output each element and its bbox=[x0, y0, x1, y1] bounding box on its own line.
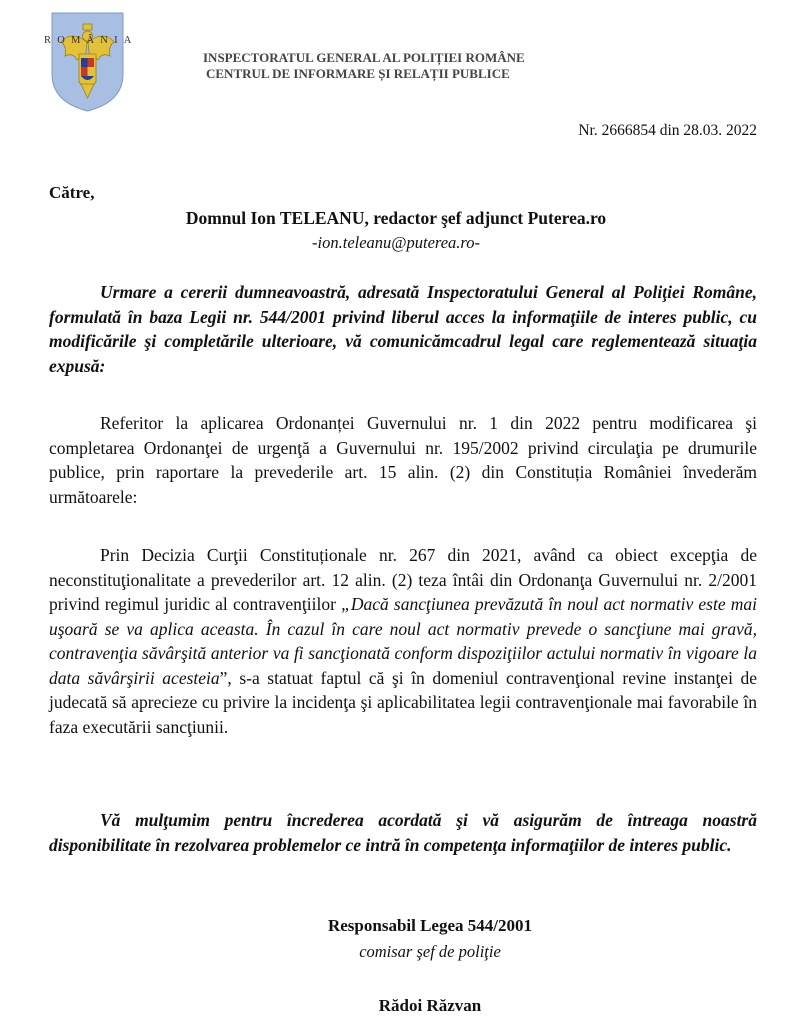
department-name: CENTRUL DE INFORMARE ȘI RELAȚII PUBLICE bbox=[206, 66, 510, 81]
intro-paragraph: Urmare a cererii dumneavoastră, adresată Inspectoratului General al Poliţiei Române, formulată în baza Legii nr. 544/2001 privind liberul acces la informaţiile de interes public, cu modificările şi completările ulterioare, vă comunicămcadrul legal care reglementează situaţia expusă: bbox=[49, 282, 757, 376]
signatory-role: Responsabil Legea 544/2001 bbox=[327, 916, 533, 935]
signatory-rank: comisar şef de poliţie bbox=[359, 942, 501, 961]
document-number: Nr. 2666854 din 28.03. 2022 bbox=[578, 122, 757, 139]
signatory-name: Rădoi Răzvan bbox=[378, 996, 482, 1015]
recipient-email: -ion.teleanu@puterea.ro- bbox=[312, 233, 480, 252]
decision-paragraph bbox=[49, 543, 757, 739]
legal-quote: „Dacă sancţiunea prevăzută în noul act normativ este mai uşoară se va aplica aceasta. În cazul în care noul act normativ prevede o sancţiune mai gravă, contravenţia săvârşită anterior va fi sancţionată conform dispoziţiilor actului normativ în vigoare la data săvârşirii acesteia bbox=[49, 594, 757, 688]
closing-paragraph: Vă mulţumim pentru încrederea acordată şi vă asigurăm de întreaga noastră disponibilitate în rezolvarea problemelor ce intră în competenţa informaţiilor de interes public. bbox=[49, 810, 757, 855]
romania-coat-of-arms-icon bbox=[51, 12, 124, 112]
salutation: Către, bbox=[49, 183, 95, 202]
country-label: ROMÂNIA bbox=[44, 35, 138, 46]
institution-name: INSPECTORATUL GENERAL AL POLIȚIEI ROMÂNE bbox=[203, 50, 525, 65]
decision-text-end: ”, s-a statuat faptul că şi în domeniul contravenţional revine instanţei de judecată să aprecieze cu privire la incidenţa şi aplicabilitatea legii contravenţionale mai favorabile în faza executării sancţiunii. bbox=[49, 667, 757, 737]
recipient-name: Domnul Ion TELEANU, redactor şef adjunct Puterea.ro bbox=[185, 208, 607, 228]
reference-paragraph: Referitor la aplicarea Ordonanței Guvernului nr. 1 din 2022 pentru modificarea şi completarea Ordonanţei de urgenţă a Guvernului nr. 195/2002 privind circulaţia pe drumurile publice, prin raportare la prevederile art. 15 alin. (2) din Constituția României învederăm următoarele: bbox=[49, 413, 757, 507]
decision-text-start: Prin Decizia Curţii Constituționale nr. 267 din 2021, având ca obiect excepţia de neconstituţionalitate a prevederilor art. 12 alin. (2) teza întâi din Ordonanţa Guvernului nr. 2/2001 privind regimul juridic al contravenţiilor bbox=[49, 545, 757, 614]
